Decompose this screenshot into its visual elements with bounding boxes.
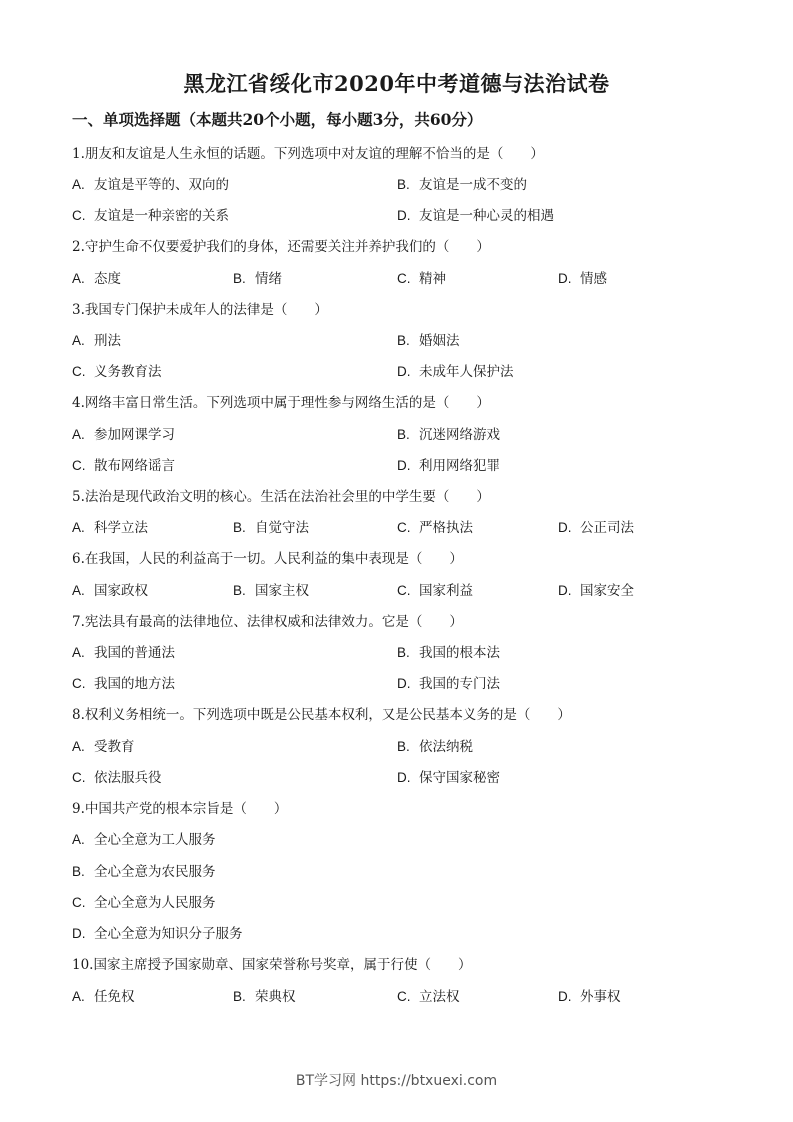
q2-option-a — [72, 267, 121, 287]
option-letter: A. — [72, 739, 85, 754]
option-text: 国家利益 — [419, 583, 473, 599]
option-text: 公正司法 — [580, 520, 634, 536]
q9-option-b — [72, 860, 216, 880]
question-3: 3.我国专门保护未成年人的法律是（ ） — [72, 302, 328, 318]
option-text: 情绪 — [255, 271, 282, 287]
q9-option-a — [72, 828, 216, 848]
option-text: 严格执法 — [419, 520, 473, 536]
option-text: 婚姻法 — [419, 333, 460, 349]
option-letter: B. — [397, 739, 410, 754]
option-letter: A. — [72, 520, 85, 535]
footer-watermark: BT学习网 https://btxuexi.com — [295, 1073, 498, 1089]
option-text: 友谊是一种亲密的关系 — [94, 208, 229, 224]
option-letter: D. — [397, 676, 411, 691]
option-text: 沉迷网络游戏 — [419, 427, 500, 443]
q10-option-b — [233, 985, 296, 1005]
option-letter: B. — [233, 583, 246, 598]
option-letter: C. — [397, 989, 411, 1004]
option-letter: A. — [72, 427, 85, 442]
option-letter: B. — [397, 177, 410, 192]
q6-option-d — [558, 579, 634, 599]
option-text: 受教育 — [94, 739, 135, 755]
option-text: 国家政权 — [94, 583, 148, 599]
option-text: 全心全意为人民服务 — [94, 895, 216, 911]
q5-option-b — [233, 516, 309, 536]
option-text: 国家主权 — [255, 583, 309, 599]
question-1: 1.朋友和友谊是人生永恒的话题。下列选项中对友谊的理解不恰当的是（ ） — [72, 146, 544, 162]
option-text: 保守国家秘密 — [419, 770, 500, 786]
option-text: 我国的普通法 — [94, 645, 175, 661]
option-letter: C. — [397, 520, 411, 535]
option-text: 依法服兵役 — [94, 770, 162, 786]
option-text: 我国的根本法 — [419, 645, 500, 661]
q3-option-c — [72, 360, 162, 380]
question-8: 8.权利义务相统一。下列选项中既是公民基本权利，又是公民基本义务的是（ ） — [72, 707, 571, 723]
question-6: 6.在我国，人民的利益高于一切。人民利益的集中表现是（ ） — [72, 551, 463, 567]
option-letter: C. — [72, 208, 86, 223]
option-text: 立法权 — [419, 989, 460, 1005]
option-letter: C. — [72, 458, 86, 473]
q5-option-a — [72, 516, 148, 536]
q2-option-c — [397, 267, 446, 287]
option-letter: D. — [397, 458, 411, 473]
q7-option-a — [72, 641, 175, 661]
option-letter: C. — [397, 271, 411, 286]
q1-option-a — [72, 173, 229, 193]
option-letter: A. — [72, 583, 85, 598]
option-text: 任免权 — [94, 989, 135, 1005]
q2-option-b — [233, 267, 282, 287]
question-10: 10.国家主席授予国家勋章、国家荣誉称号奖章，属于行使（ ） — [72, 957, 472, 973]
q6-option-b — [233, 579, 309, 599]
option-letter: B. — [397, 645, 410, 660]
option-letter: D. — [558, 989, 572, 1004]
option-text: 我国的专门法 — [419, 676, 500, 692]
q10-option-a — [72, 985, 135, 1005]
question-9: 9.中国共产党的根本宗旨是（ ） — [72, 801, 288, 817]
option-letter: A. — [72, 989, 85, 1004]
option-letter: C. — [72, 676, 86, 691]
question-5: 5.法治是现代政治文明的核心。生活在法治社会里的中学生要（ ） — [72, 489, 490, 505]
option-letter: C. — [72, 770, 86, 785]
section-heading: 一、单项选择题（本题共20个小题，每小题3分，共60分） — [72, 110, 483, 129]
option-text: 外事权 — [580, 989, 621, 1005]
option-text: 全心全意为农民服务 — [94, 864, 216, 880]
option-text: 散布网络谣言 — [94, 458, 175, 474]
option-letter: D. — [558, 520, 572, 535]
option-letter: B. — [233, 520, 246, 535]
q1-option-d — [397, 204, 554, 224]
option-letter: B. — [233, 271, 246, 286]
option-text: 友谊是一种心灵的相遇 — [419, 208, 554, 224]
question-4: 4.网络丰富日常生活。下列选项中属于理性参与网络生活的是（ ） — [72, 395, 490, 411]
q4-option-c — [72, 454, 175, 474]
option-letter: B. — [397, 427, 410, 442]
option-letter: D. — [397, 364, 411, 379]
option-text: 利用网络犯罪 — [419, 458, 500, 474]
q8-option-c — [72, 766, 162, 786]
q7-option-b — [397, 641, 500, 661]
option-letter: C. — [72, 895, 86, 910]
option-letter: D. — [558, 583, 572, 598]
option-letter: B. — [72, 864, 85, 879]
option-letter: A. — [72, 333, 85, 348]
option-text: 我国的地方法 — [94, 676, 175, 692]
q3-option-d — [397, 360, 514, 380]
q7-option-c — [72, 672, 175, 692]
document-title: 黑龙江省绥化市2020年中考道德与法治试卷 — [183, 71, 610, 96]
option-text: 态度 — [94, 271, 121, 287]
option-letter: B. — [233, 989, 246, 1004]
q4-option-a — [72, 423, 175, 443]
option-text: 未成年人保护法 — [419, 364, 514, 380]
q4-option-d — [397, 454, 500, 474]
option-letter: D. — [397, 208, 411, 223]
question-2: 2.守护生命不仅要爱护我们的身体，还需要关注并养护我们的（ ） — [72, 239, 490, 255]
option-letter: C. — [72, 364, 86, 379]
q9-option-c — [72, 891, 216, 911]
q7-option-d — [397, 672, 500, 692]
option-letter: A. — [72, 832, 85, 847]
option-text: 友谊是一成不变的 — [419, 177, 527, 193]
option-text: 全心全意为工人服务 — [94, 832, 216, 848]
option-text: 全心全意为知识分子服务 — [94, 926, 243, 942]
q8-option-a — [72, 735, 135, 755]
q1-option-c — [72, 204, 229, 224]
option-text: 自觉守法 — [255, 520, 309, 536]
q3-option-a — [72, 329, 121, 349]
option-letter: D. — [558, 271, 572, 286]
q10-option-d — [558, 985, 621, 1005]
q10-option-c — [397, 985, 460, 1005]
q2-option-d — [558, 267, 607, 287]
option-letter: C. — [397, 583, 411, 598]
q6-option-c — [397, 579, 473, 599]
option-text: 义务教育法 — [94, 364, 162, 380]
option-text: 荣典权 — [255, 989, 296, 1005]
q8-option-b — [397, 735, 473, 755]
option-text: 友谊是平等的、双向的 — [94, 177, 229, 193]
option-letter: D. — [72, 926, 86, 941]
q9-option-d — [72, 922, 243, 942]
option-text: 依法纳税 — [419, 739, 473, 755]
q3-option-b — [397, 329, 460, 349]
option-letter: A. — [72, 645, 85, 660]
q5-option-d — [558, 516, 634, 536]
q6-option-a — [72, 579, 148, 599]
option-letter: A. — [72, 177, 85, 192]
option-letter: D. — [397, 770, 411, 785]
question-7: 7.宪法具有最高的法律地位、法律权威和法律效力。它是（ ） — [72, 614, 463, 630]
q1-option-b — [397, 173, 527, 193]
option-letter: A. — [72, 271, 85, 286]
option-text: 国家安全 — [580, 583, 634, 599]
option-text: 情感 — [580, 271, 607, 287]
option-text: 刑法 — [94, 333, 121, 349]
q5-option-c — [397, 516, 473, 536]
option-text: 精神 — [419, 271, 446, 287]
q8-option-d — [397, 766, 500, 786]
option-letter: B. — [397, 333, 410, 348]
q4-option-b — [397, 423, 500, 443]
option-text: 科学立法 — [94, 520, 148, 536]
option-text: 参加网课学习 — [94, 427, 175, 443]
